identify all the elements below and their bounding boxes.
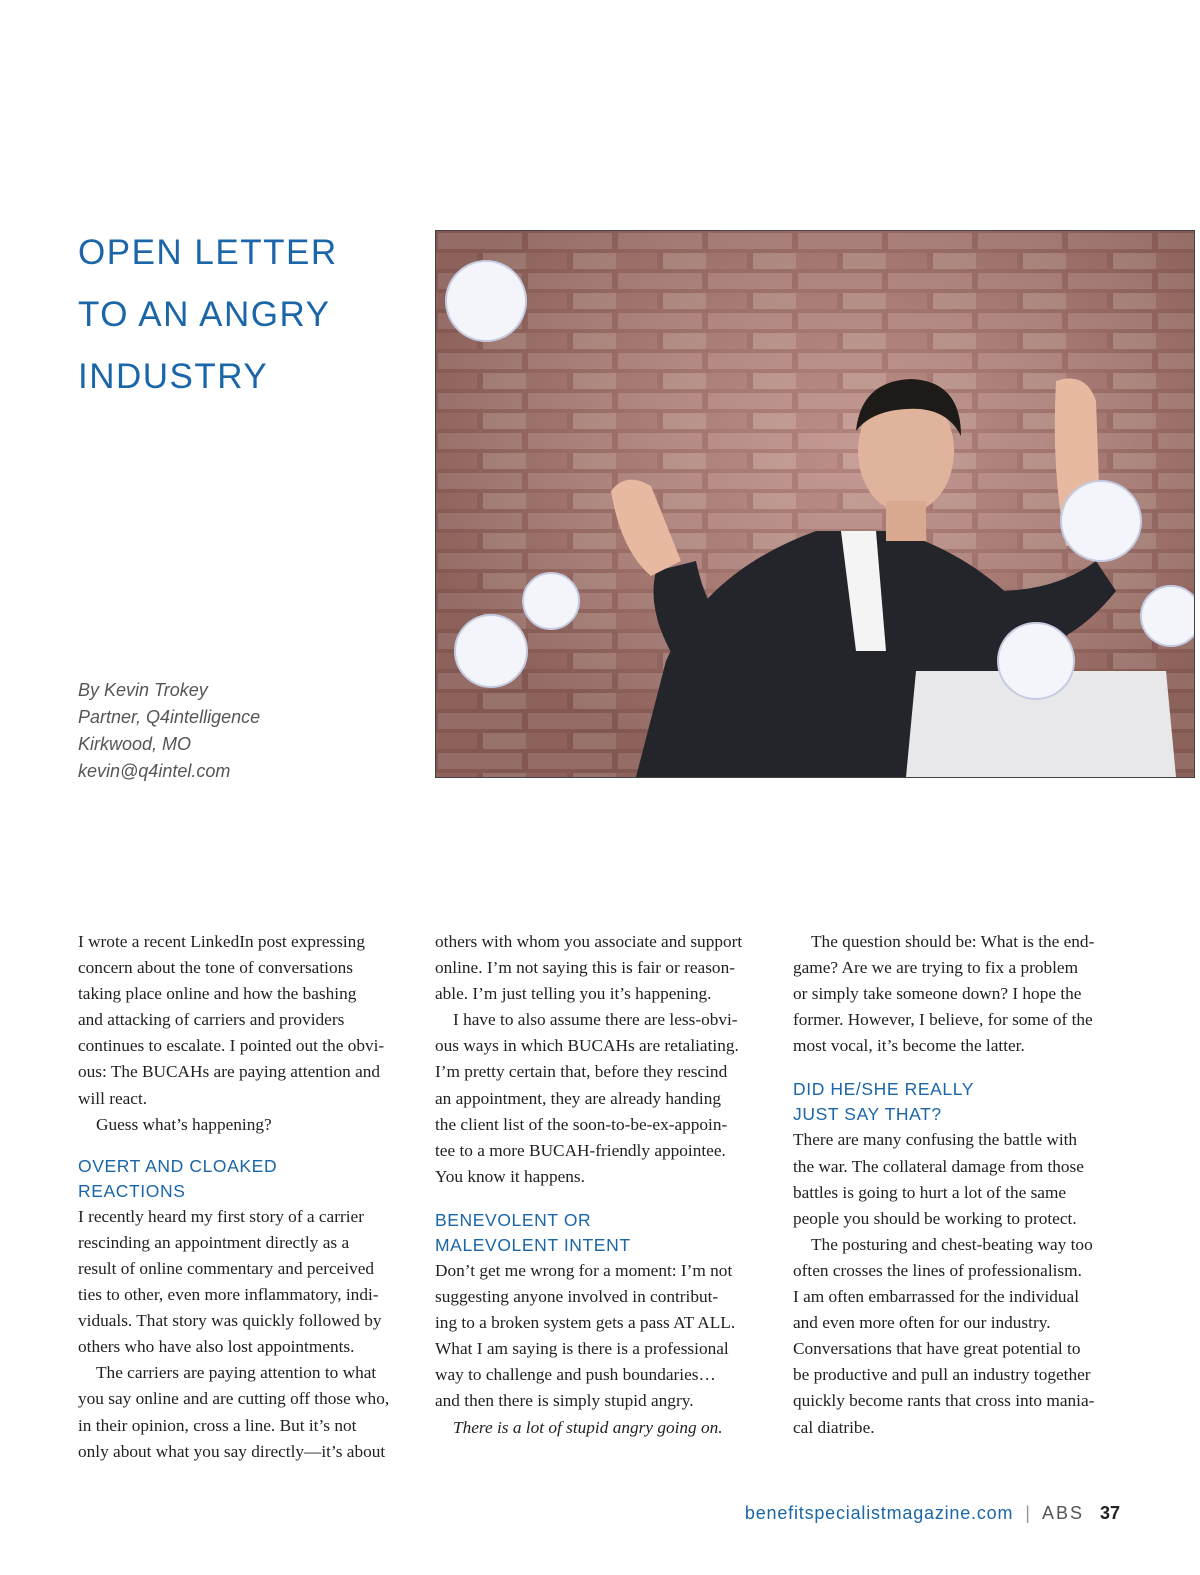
- page-footer: [745, 1503, 1120, 1524]
- text-line: taking place online and how the bashing: [78, 984, 357, 1004]
- heading-line: MALEVOLENT INTENT: [435, 1234, 631, 1255]
- text-line: ties to other, even more inflammatory, indi-: [78, 1285, 379, 1305]
- heading-line: DID HE/SHE REALLY: [793, 1079, 975, 1100]
- text-line: I have to also assume there are less-obvi-: [453, 1010, 738, 1030]
- man-dodging-paper-balls-photo: [435, 230, 1195, 778]
- title-line: OPEN LETTER: [78, 233, 338, 272]
- author-location: Kirkwood, MO: [78, 734, 192, 754]
- text-line: way to challenge and push boundaries…: [435, 1365, 716, 1385]
- title-line: INDUSTRY: [78, 357, 269, 396]
- text-line: and attacking of carriers and providers: [78, 1010, 345, 1030]
- section-heading: [78, 1154, 408, 1204]
- text-line: cal diatribe.: [793, 1417, 875, 1437]
- text-line: Don’t get me wrong for a moment: I’m not: [435, 1260, 733, 1280]
- heading-line: REACTIONS: [78, 1180, 186, 1201]
- title-line: TO AN ANGRY: [78, 295, 331, 334]
- text-line: tee to a more BUCAH-friendly appointee.: [435, 1140, 726, 1160]
- heading-line: BENEVOLENT OR: [435, 1209, 592, 1230]
- text-line: be productive and pull an industry together: [793, 1365, 1091, 1385]
- text-line: battles is going to hurt a lot of the same: [793, 1182, 1067, 1202]
- author-name: By Kevin Trokey: [78, 680, 208, 700]
- text-line: I wrote a recent LinkedIn post expressing: [78, 932, 365, 951]
- text-line: others with whom you associate and support: [435, 932, 743, 951]
- paragraph: [78, 1360, 408, 1464]
- author-byline: [78, 677, 260, 785]
- text-line: will react.: [78, 1088, 148, 1108]
- text-line: only about what you say directly—it’s about: [78, 1441, 386, 1461]
- text-line: I am often embarrassed for the individual: [793, 1287, 1080, 1307]
- paragraph: [435, 1415, 767, 1441]
- paragraph: [793, 929, 1125, 1059]
- text-line: most vocal, it’s become the latter.: [793, 1036, 1025, 1056]
- text-line: The question should be: What is the end-: [811, 932, 1095, 951]
- article-column-1: [78, 929, 408, 1465]
- paragraph: [435, 1007, 767, 1190]
- text-line: and even more often for our industry.: [793, 1313, 1051, 1333]
- text-line: in their opinion, cross a line. But it’s not: [78, 1415, 357, 1435]
- paragraph: [793, 1232, 1125, 1441]
- article-column-3: [793, 929, 1125, 1441]
- text-line: people you should be working to protect.: [793, 1208, 1077, 1228]
- text-line: able. I’m just telling you it’s happening.: [435, 984, 712, 1004]
- text-line: Guess what’s happening?: [96, 1114, 272, 1134]
- text-line: rescinding an appointment directly as a: [78, 1232, 350, 1252]
- heading-line: JUST SAY THAT?: [793, 1104, 942, 1125]
- text-line: quickly become rants that cross into mania-: [793, 1391, 1095, 1411]
- section-heading: [435, 1208, 767, 1258]
- text-line: I’m pretty certain that, before they rescind: [435, 1062, 728, 1082]
- footer-website: benefitspecialistmagazine.com: [744, 1503, 1014, 1523]
- paragraph: [793, 1127, 1125, 1231]
- paragraph: [435, 1258, 767, 1415]
- text-line: the war. The collateral damage from those: [793, 1156, 1084, 1176]
- text-line: and then there is simply stupid angry.: [435, 1391, 694, 1411]
- paragraph: [78, 1112, 408, 1138]
- text-line: you say online and are cutting off those who,: [78, 1389, 390, 1409]
- text-line: viduals. That story was quickly followed by: [78, 1311, 382, 1331]
- page-number: 37: [1099, 1503, 1120, 1523]
- text-line: suggesting anyone involved in contribut-: [435, 1287, 719, 1307]
- text-line: often crosses the lines of professionalism.: [793, 1260, 1082, 1280]
- text-line: result of online commentary and perceived: [78, 1258, 375, 1278]
- text-line: I recently heard my first story of a carrier: [78, 1206, 364, 1226]
- paragraph: [435, 929, 767, 1007]
- text-line: ous: The BUCAHs are paying attention and: [78, 1062, 381, 1082]
- footer-separator: |: [1025, 1503, 1030, 1523]
- text-line: an appointment, they are already handing: [435, 1088, 721, 1108]
- article-column-2: [435, 929, 767, 1441]
- article-title: [78, 222, 408, 408]
- text-line: There is a lot of stupid angry going on.: [453, 1417, 723, 1437]
- author-role: Partner, Q4intelligence: [78, 707, 261, 727]
- text-line: game? Are we are trying to fix a problem: [793, 958, 1079, 978]
- author-email: kevin@q4intel.com: [78, 761, 231, 781]
- text-line: ing to a broken system gets a pass AT ALL.: [435, 1313, 736, 1333]
- text-line: former. However, I believe, for some of the: [793, 1010, 1093, 1030]
- text-line: The carriers are paying attention to what: [96, 1363, 377, 1383]
- text-line: concern about the tone of conversations: [78, 958, 353, 978]
- paragraph: [78, 1204, 408, 1361]
- text-line: online. I’m not saying this is fair or reason-: [435, 958, 735, 978]
- text-line: or simply take someone down? I hope the: [793, 984, 1082, 1004]
- text-line: continues to escalate. I pointed out the obvi-: [78, 1036, 385, 1056]
- text-line: ous ways in which BUCAHs are retaliating.: [435, 1036, 739, 1056]
- photo-illustration: [436, 231, 1194, 777]
- text-line: others who have also lost appointments.: [78, 1337, 355, 1357]
- text-line: What I am saying is there is a professional: [435, 1339, 729, 1359]
- text-line: Conversations that have great potential to: [793, 1339, 1081, 1359]
- section-heading: [793, 1077, 1125, 1127]
- text-line: the client list of the soon-to-be-ex-appoin-: [435, 1114, 728, 1134]
- heading-line: OVERT AND CLOAKED: [78, 1155, 278, 1176]
- text-line: The posturing and chest-beating way too: [811, 1234, 1093, 1254]
- text-line: There are many confusing the battle with: [793, 1130, 1078, 1150]
- paragraph: [78, 929, 408, 1112]
- text-line: You know it happens.: [435, 1166, 585, 1186]
- footer-publication: ABS: [1041, 1503, 1084, 1523]
